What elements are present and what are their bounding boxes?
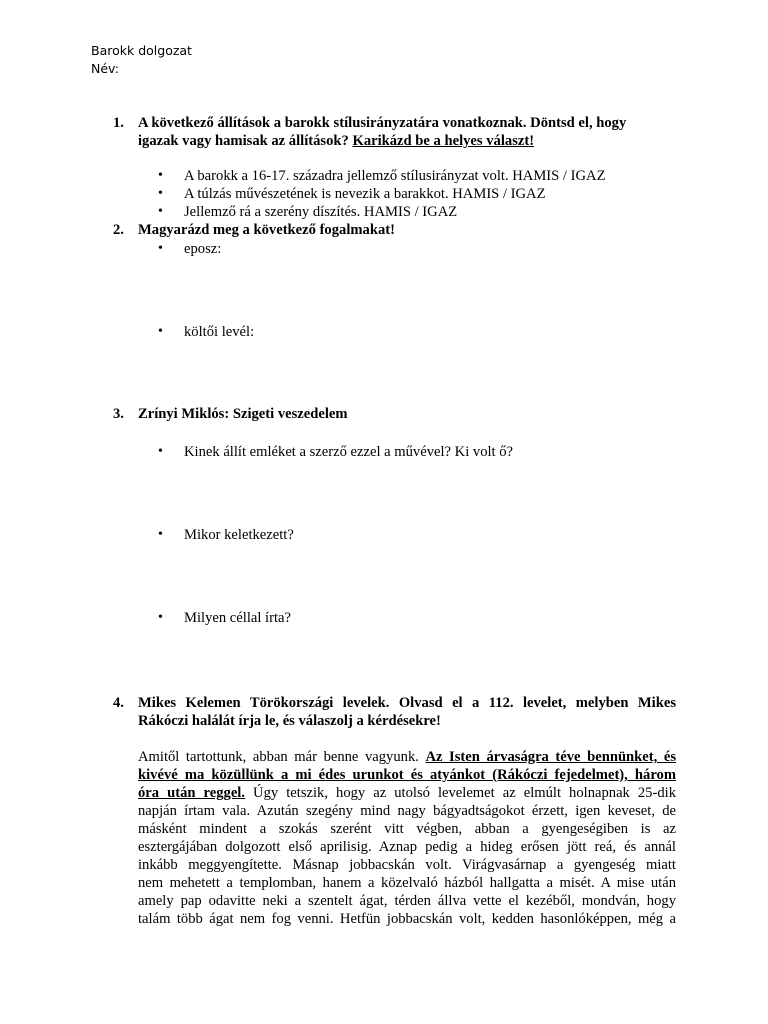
document-title: Barokk dolgozat: [91, 43, 192, 58]
document-header: [91, 42, 192, 78]
bullet-icon: •: [158, 527, 163, 542]
question-number: 4.: [113, 695, 124, 711]
excerpt-line: napján írtam vala. Azután szegény mind nagy bágyadtságokot érzett, igen keveset, de: [138, 803, 676, 819]
excerpt-emphasis-line: kivévé ma közüllünk a mi édes urunkot és atyánkot (Rákóczi fejedelmet), három: [138, 767, 676, 783]
bullet-icon: •: [158, 444, 163, 459]
name-label: Név:: [91, 61, 119, 76]
bullet-icon: •: [158, 204, 163, 219]
bullet-icon: •: [158, 610, 163, 625]
excerpt-line: esztergájában dolgozott első aprilisig. Aznap pedig a hideg erősen jött reá, és annál: [138, 839, 676, 855]
excerpt-line: amely pap odavitte neki a szentelt ágat, térden állva vette el kezéből, mondván, hogy: [138, 893, 676, 909]
question-1-text-line-1: A következő állítások a barokk stílusirányzatára vonatkoznak. Döntsd el, hogy: [138, 115, 627, 131]
excerpt-line: [138, 785, 676, 802]
question-1-instruction: Karikázd be a helyes választ!: [352, 133, 535, 149]
question-item: Milyen céllal írta?: [184, 610, 291, 626]
excerpt-emphasis: Az Isten árvaságra téve bennünket, és: [425, 749, 677, 765]
excerpt-text: Amitől tartottunk, abban már benne vagyunk.: [138, 749, 426, 765]
question-1-text-line-2: [138, 133, 534, 150]
excerpt-line: inkább meggyengítette. Másnap jobbacskán volt. Virágvasárnap a gyengeség miatt: [138, 857, 676, 873]
question-1-text-prefix: igazak vagy hamisak az állítások?: [138, 133, 353, 149]
statement-item: A barokk a 16-17. századra jellemző stílusirányzat volt. HAMIS / IGAZ: [184, 168, 606, 184]
excerpt-line: másként mindent a szokás szerént vitt végben, abban a gyengeségiben is az: [138, 821, 676, 837]
statement-item: Jellemző rá a szerény díszítés. HAMIS / IGAZ: [184, 204, 458, 220]
bullet-icon: •: [158, 186, 163, 201]
excerpt-emphasis: óra után reggel.: [138, 785, 246, 801]
statement-item: A túlzás művészetének is nevezik a barakkot. HAMIS / IGAZ: [184, 186, 546, 202]
term-item: költői levél:: [184, 324, 255, 340]
question-3-title: Zrínyi Miklós: Szigeti veszedelem: [138, 406, 348, 422]
question-number: 1.: [113, 115, 124, 131]
question-item: Kinek állít emléket a szerző ezzel a művével? Ki volt ő?: [184, 444, 514, 460]
excerpt-line: [138, 749, 676, 766]
term-item: eposz:: [184, 241, 222, 257]
question-2-title: Magyarázd meg a következő fogalmakat!: [138, 222, 395, 238]
excerpt-line: nem mehetett a templomban, hanem a közelvaló házból hallgatta a misét. A mise után: [138, 875, 676, 891]
bullet-icon: •: [158, 168, 163, 183]
question-number: 3.: [113, 406, 124, 422]
excerpt-text: Úgy tetszik, hogy az utolsó levelemet az elmúlt holnapnak 25-dik: [245, 785, 676, 801]
bullet-icon: •: [158, 241, 163, 256]
bullet-icon: •: [158, 324, 163, 339]
excerpt-line: talám több ágat nem fog venni. Hetfün jobbacskán volt, kedden hasonlóképpen, még a: [138, 911, 676, 927]
question-4-title-line-2: Rákóczi halálát írja le, és válaszolj a kérdésekre!: [138, 713, 441, 729]
question-number: 2.: [113, 222, 124, 238]
question-4-title-line-1: Mikes Kelemen Törökországi levelek. Olvasd el a 112. levelet, melyben Mikes: [138, 695, 676, 711]
question-item: Mikor keletkezett?: [184, 527, 294, 543]
